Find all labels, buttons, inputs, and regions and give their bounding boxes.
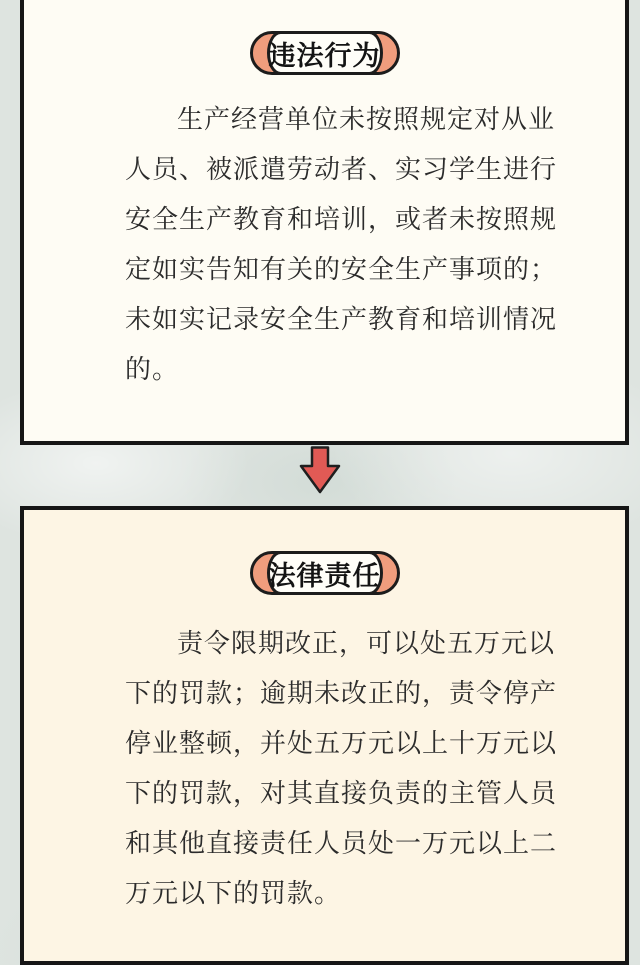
violation-badge-panel (267, 31, 383, 75)
violation-badge (250, 31, 400, 75)
liability-text-line: 下的罚款；逾期未改正的，责令停产 (125, 679, 558, 708)
down-arrow-icon (299, 446, 341, 499)
violation-text-line: 生产经营单位未按照规定对从业 (177, 105, 556, 134)
violation-text (24, 95, 625, 395)
liability-badge-panel (267, 551, 383, 595)
violation-text-line: 未如实记录安全生产教育和培训情况 (125, 305, 558, 334)
flow-connector (0, 446, 640, 498)
liability-text-line: 停业整顿，并处五万元以上十万元以 (125, 729, 558, 758)
liability-box (20, 506, 629, 965)
liability-text (24, 619, 625, 919)
violation-text-line: 安全生产教育和培训，或者未按照规 (125, 205, 558, 234)
violation-badge-label: 违法行为 (268, 40, 381, 71)
violation-text-line: 定如实告知有关的安全生产事项的； (125, 255, 558, 284)
liability-text-line: 和其他直接责任人员处一万元以上二 (125, 829, 558, 858)
liability-text-line: 责令限期改正，可以处五万元以 (177, 629, 556, 658)
violation-box (20, 0, 629, 445)
liability-badge-label: 法律责任 (268, 560, 381, 591)
violation-text-line: 人员、被派遣劳动者、实习学生进行 (125, 155, 558, 184)
violation-text-line: 的。 (125, 355, 180, 384)
liability-text-line: 下的罚款，对其直接负责的主管人员 (125, 779, 558, 808)
liability-badge (250, 551, 400, 595)
liability-text-line: 万元以下的罚款。 (125, 879, 342, 908)
